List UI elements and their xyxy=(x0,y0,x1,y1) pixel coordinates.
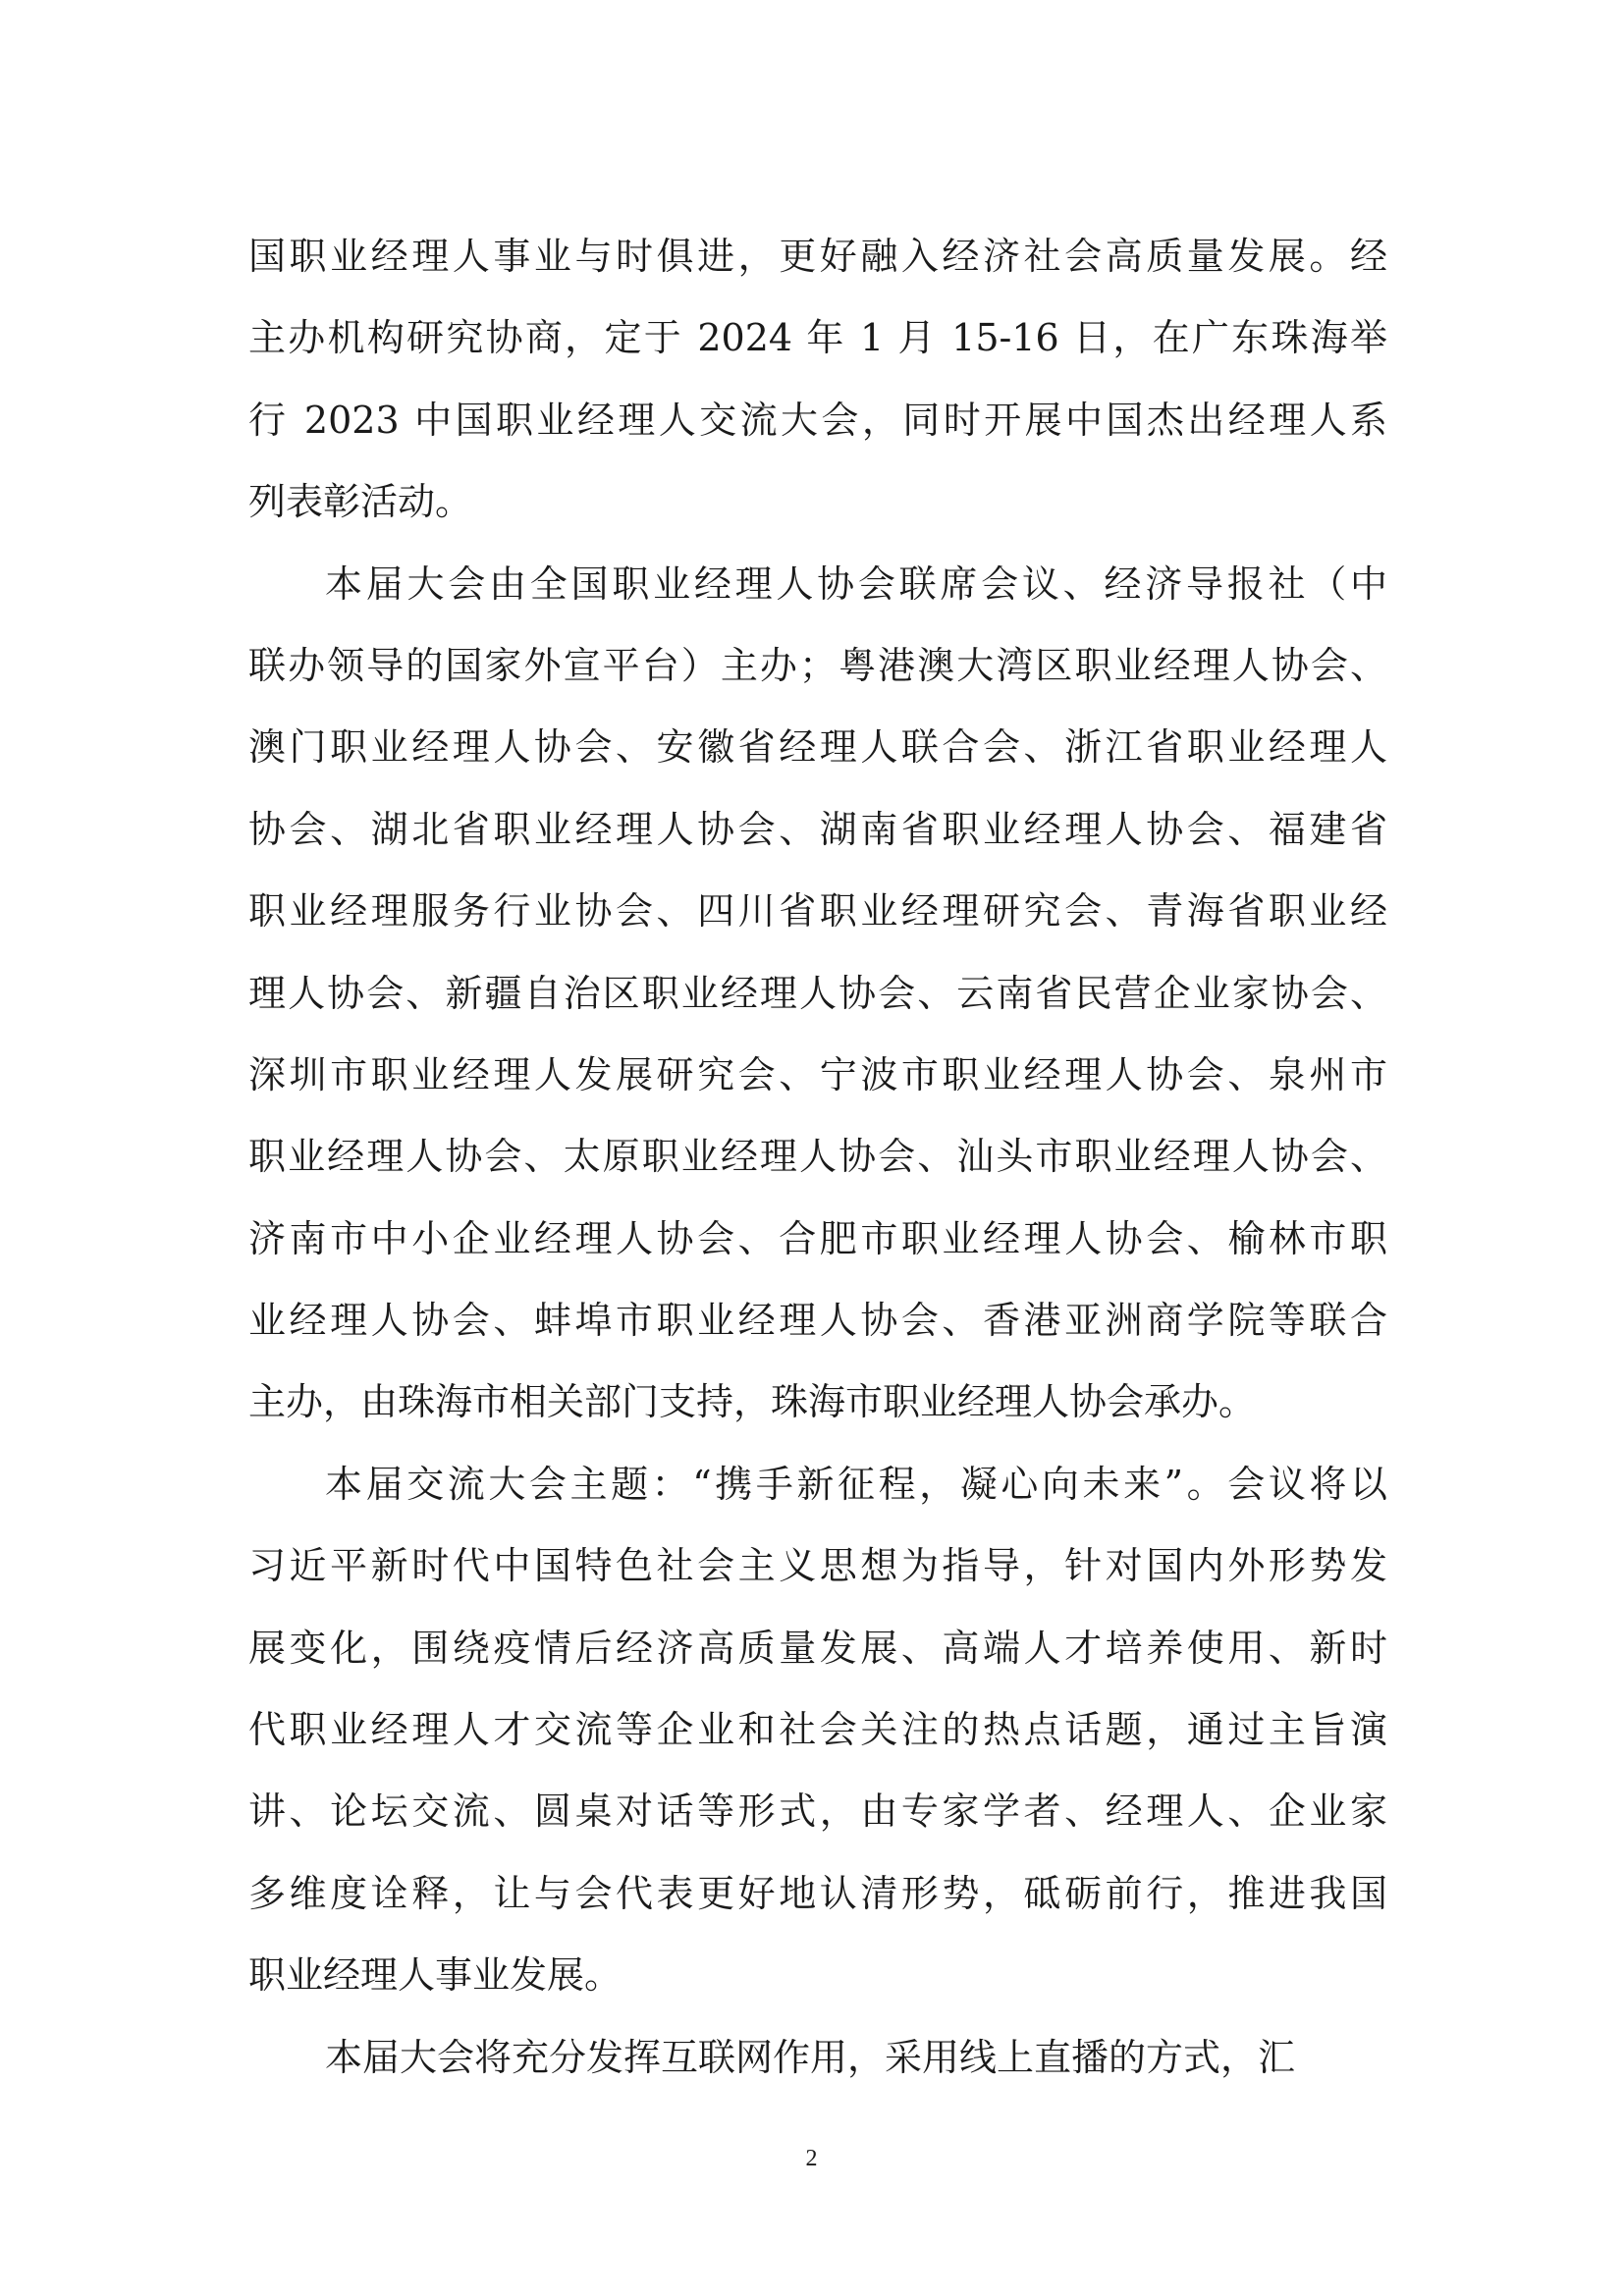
text-line: 业经理人协会、蚌埠市职业经理人协会、香港亚洲商学院等联合 xyxy=(248,1299,1387,1343)
text-line: 职业经理人协会、太原职业经理人协会、汕头市职业经理人协会、 xyxy=(248,1135,1387,1179)
text-line: 职业经理服务行业协会、四川省职业经理研究会、青海省职业经 xyxy=(248,889,1387,934)
text-line: 行 2023 中国职业经理人交流大会，同时开展中国杰出经理人系 xyxy=(248,398,1387,442)
paragraph xyxy=(248,2017,1387,2099)
text-line: 展变化，围绕疫情后经济高质量发展、高端人才培养使用、新时 xyxy=(248,1626,1387,1670)
text-line: 习近平新时代中国特色社会主义思想为指导，针对国内外形势发 xyxy=(248,1544,1387,1588)
text-line: 澳门职业经理人协会、安徽省经理人联合会、浙江省职业经理人 xyxy=(248,725,1387,770)
text-line: 职业经理人事业发展。 xyxy=(248,1953,622,1998)
text-line: 深圳市职业经理人发展研究会、宁波市职业经理人协会、泉州市 xyxy=(248,1052,1387,1096)
text-line: 本届交流大会主题：“携手新征程，凝心向未来”。会议将以 xyxy=(325,1462,1387,1506)
text-line: 本届大会将充分发挥互联网作用，采用线上直播的方式，汇 xyxy=(325,2035,1296,2079)
text-line: 协会、湖北省职业经理人协会、湖南省职业经理人协会、福建省 xyxy=(248,807,1387,851)
body-text xyxy=(248,216,1387,2099)
text-line: 多维度诠释，让与会代表更好地认清形势，砥砺前行，推进我国 xyxy=(248,1871,1387,1915)
text-line: 主办机构研究协商，定于 2024 年 1 月 15-16 日，在广东珠海举 xyxy=(248,316,1387,360)
text-line: 理人协会、新疆自治区职业经理人协会、云南省民营企业家协会、 xyxy=(248,971,1387,1015)
paragraph xyxy=(248,216,1387,544)
page-number: 2 xyxy=(805,2146,818,2171)
text-line: 联办领导的国家外宣平台）主办；粤港澳大湾区职业经理人协会、 xyxy=(248,643,1387,687)
paragraph xyxy=(248,1444,1387,2017)
text-line: 本届大会由全国职业经理人协会联席会议、经济导报社（中 xyxy=(325,561,1387,606)
text-line: 济南市中小企业经理人协会、合肥市职业经理人协会、榆林市职 xyxy=(248,1216,1387,1260)
text-line: 讲、论坛交流、圆桌对话等形式，由专家学者、经理人、企业家 xyxy=(248,1789,1387,1834)
paragraph xyxy=(248,544,1387,1444)
text-line: 代职业经理人才交流等企业和社会关注的热点话题，通过主旨演 xyxy=(248,1708,1387,1752)
text-line: 主办，由珠海市相关部门支持，珠海市职业经理人协会承办。 xyxy=(248,1380,1257,1424)
text-line: 列表彰活动。 xyxy=(248,480,473,524)
text-line: 国职业经理人事业与时俱进，更好融入经济社会高质量发展。经 xyxy=(248,235,1387,278)
